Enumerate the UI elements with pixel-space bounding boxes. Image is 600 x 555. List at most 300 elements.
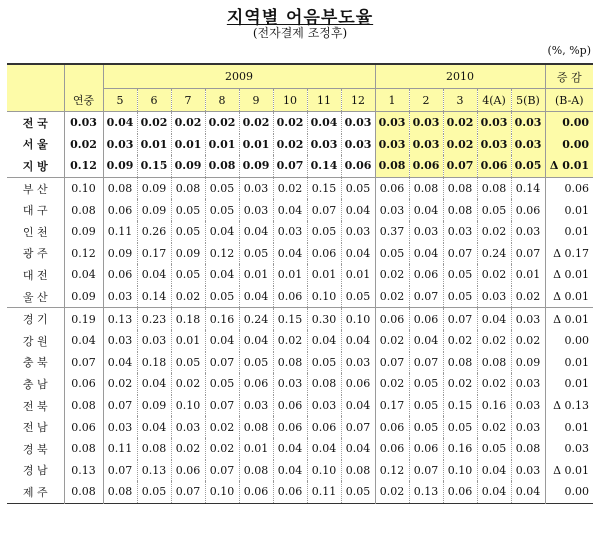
value-cell-2010: 0.02 — [477, 221, 511, 243]
change-cell: Δ 0.01 — [553, 312, 590, 326]
value-cell-2010: 0.08 — [375, 155, 409, 177]
value-cell-2009: 0.06 — [273, 395, 307, 417]
value-cell-2010: 0.05 — [477, 199, 511, 221]
value-cell-2010: 0.06 — [409, 308, 443, 330]
table-row — [7, 112, 593, 134]
value-cell-2009: 0.03 — [171, 416, 205, 438]
value-cell-2010: 0.17 — [375, 395, 409, 417]
value-cell-2010: 0.04 — [477, 481, 511, 503]
value-cell-2009: 0.01 — [171, 330, 205, 352]
table-row — [7, 438, 593, 460]
value-cell-2010: 0.05 — [477, 438, 511, 460]
region-cell: 강 원 — [7, 330, 64, 352]
value-cell-2009: 0.04 — [137, 264, 171, 286]
change-cell: 0.00 — [545, 112, 593, 134]
change-cell: Δ 0.17 — [553, 246, 590, 260]
value-cell-2009: 0.06 — [273, 286, 307, 308]
header-change-top: 증 감 — [545, 64, 593, 89]
value-cell-2009: 0.14 — [307, 155, 341, 177]
value-cell-2010: 0.02 — [375, 481, 409, 503]
value-cell-2009: 0.06 — [341, 155, 375, 177]
header-row-year — [7, 64, 593, 89]
value-cell-2010: 0.03 — [511, 395, 545, 417]
value-cell-2010: 0.37 — [375, 221, 409, 243]
value-cell-2009: 0.02 — [205, 416, 239, 438]
region-cell: 부 산 — [7, 177, 64, 199]
value-cell-2010: 0.01 — [511, 264, 545, 286]
value-cell-2010: 0.02 — [477, 373, 511, 395]
value-cell-2010: 0.06 — [443, 481, 477, 503]
annual-cell: 0.03 — [64, 112, 103, 134]
annual-cell: 0.06 — [64, 373, 103, 395]
value-cell-2010: 0.02 — [375, 373, 409, 395]
value-cell-2009: 0.03 — [103, 134, 137, 156]
value-cell-2009: 0.09 — [171, 155, 205, 177]
header-annual-top — [64, 64, 103, 89]
value-cell-2010: 0.07 — [443, 155, 477, 177]
value-cell-2009: 0.03 — [273, 373, 307, 395]
value-cell-2009: 0.02 — [205, 438, 239, 460]
value-cell-2009: 0.04 — [205, 221, 239, 243]
value-cell-2009: 0.03 — [273, 221, 307, 243]
value-cell-2009: 0.04 — [273, 243, 307, 265]
value-cell-2009: 0.06 — [273, 416, 307, 438]
value-cell-2009: 0.06 — [103, 264, 137, 286]
table-body — [7, 112, 593, 504]
value-cell-2010: 0.12 — [375, 460, 409, 482]
value-cell-2009: 0.07 — [307, 199, 341, 221]
change-cell: 0.01 — [564, 355, 590, 369]
value-cell-2010: 0.03 — [375, 134, 409, 156]
value-cell-2010: 0.03 — [477, 134, 511, 156]
value-cell-2009: 0.23 — [137, 308, 171, 330]
annual-cell: 0.09 — [64, 221, 103, 243]
value-cell-2010: 0.08 — [443, 199, 477, 221]
value-cell-2010: 0.04 — [409, 330, 443, 352]
region-cell: 경 기 — [7, 308, 64, 330]
value-cell-2009: 0.03 — [239, 199, 273, 221]
value-cell-2009: 0.05 — [171, 352, 205, 374]
value-cell-2009: 0.26 — [137, 221, 171, 243]
table-row — [7, 177, 593, 199]
value-cell-2010: 0.07 — [375, 352, 409, 374]
header-month-2009: 7 — [171, 89, 205, 112]
value-cell-2009: 0.05 — [239, 243, 273, 265]
value-cell-2009: 0.24 — [239, 308, 273, 330]
change-cell: Δ 0.13 — [553, 399, 590, 413]
value-cell-2009: 0.02 — [205, 112, 239, 134]
value-cell-2010: 0.08 — [477, 177, 511, 199]
region-cell: 전 남 — [7, 416, 64, 438]
value-cell-2010: 0.03 — [477, 286, 511, 308]
value-cell-2009: 0.05 — [307, 352, 341, 374]
value-cell-2010: 0.24 — [477, 243, 511, 265]
value-cell-2010: 0.03 — [443, 221, 477, 243]
header-month-2009: 11 — [307, 89, 341, 112]
value-cell-2009: 0.04 — [239, 330, 273, 352]
table-row — [7, 155, 593, 177]
value-cell-2009: 0.07 — [103, 460, 137, 482]
header-month-2010: 4(A) — [477, 89, 511, 112]
table-row — [7, 395, 593, 417]
header-month-2009: 12 — [341, 89, 375, 112]
annual-cell: 0.06 — [64, 416, 103, 438]
value-cell-2009: 0.13 — [137, 460, 171, 482]
value-cell-2010: 0.03 — [375, 112, 409, 134]
value-cell-2009: 0.09 — [137, 177, 171, 199]
header-year-2010: 2010 — [375, 64, 545, 89]
value-cell-2009: 0.06 — [239, 481, 273, 503]
value-cell-2009: 0.13 — [103, 308, 137, 330]
value-cell-2010: 0.04 — [409, 243, 443, 265]
value-cell-2009: 0.05 — [205, 373, 239, 395]
value-cell-2009: 0.03 — [307, 134, 341, 156]
unit-label: (%, %p) — [547, 44, 591, 57]
value-cell-2010: 0.03 — [511, 221, 545, 243]
table-row — [7, 308, 593, 330]
value-cell-2009: 0.05 — [205, 286, 239, 308]
value-cell-2009: 0.05 — [307, 221, 341, 243]
value-cell-2010: 0.02 — [443, 330, 477, 352]
value-cell-2009: 0.02 — [171, 373, 205, 395]
value-cell-2009: 0.03 — [307, 395, 341, 417]
value-cell-2009: 0.05 — [171, 221, 205, 243]
value-cell-2009: 0.05 — [239, 352, 273, 374]
value-cell-2009: 0.02 — [137, 112, 171, 134]
value-cell-2010: 0.04 — [477, 308, 511, 330]
change-cell: 0.01 — [564, 377, 590, 391]
annual-cell: 0.08 — [64, 395, 103, 417]
region-cell: 광 주 — [7, 243, 64, 265]
change-cell: 0.00 — [564, 485, 590, 499]
value-cell-2010: 0.05 — [443, 416, 477, 438]
region-cell: 인 천 — [7, 221, 64, 243]
value-cell-2009: 0.01 — [341, 264, 375, 286]
value-cell-2010: 0.02 — [443, 373, 477, 395]
header-row-month — [7, 89, 593, 112]
value-cell-2010: 0.03 — [511, 460, 545, 482]
value-cell-2010: 0.06 — [375, 438, 409, 460]
annual-cell: 0.08 — [64, 438, 103, 460]
annual-cell: 0.12 — [64, 155, 103, 177]
value-cell-2010: 0.03 — [375, 199, 409, 221]
change-cell: Δ 0.01 — [545, 286, 593, 308]
region-cell: 충 남 — [7, 373, 64, 395]
region-cell: 경 북 — [7, 438, 64, 460]
value-cell-2009: 0.04 — [103, 112, 137, 134]
value-cell-2009: 0.04 — [205, 264, 239, 286]
value-cell-2009: 0.10 — [171, 395, 205, 417]
value-cell-2009: 0.04 — [137, 373, 171, 395]
change-cell: 0.06 — [564, 182, 590, 196]
value-cell-2010: 0.06 — [375, 308, 409, 330]
value-cell-2010: 0.06 — [477, 155, 511, 177]
value-cell-2009: 0.05 — [137, 481, 171, 503]
annual-cell: 0.07 — [64, 352, 103, 374]
table-row — [7, 416, 593, 438]
region-cell: 대 전 — [7, 264, 64, 286]
table-row — [7, 243, 593, 265]
value-cell-2009: 0.07 — [205, 460, 239, 482]
value-cell-2009: 0.02 — [171, 286, 205, 308]
value-cell-2010: 0.08 — [409, 177, 443, 199]
value-cell-2009: 0.04 — [273, 438, 307, 460]
value-cell-2010: 0.13 — [409, 481, 443, 503]
value-cell-2009: 0.05 — [341, 286, 375, 308]
value-cell-2009: 0.01 — [273, 264, 307, 286]
value-cell-2009: 0.04 — [341, 330, 375, 352]
page-subtitle: (전자결제 조정후) — [252, 26, 348, 40]
value-cell-2010: 0.02 — [443, 134, 477, 156]
region-cell: 울 산 — [7, 286, 64, 308]
value-cell-2010: 0.02 — [375, 286, 409, 308]
value-cell-2010: 0.02 — [477, 330, 511, 352]
value-cell-2010: 0.03 — [409, 134, 443, 156]
value-cell-2010: 0.02 — [477, 264, 511, 286]
value-cell-2010: 0.05 — [375, 243, 409, 265]
value-cell-2010: 0.16 — [443, 438, 477, 460]
value-cell-2010: 0.05 — [409, 395, 443, 417]
value-cell-2009: 0.08 — [171, 177, 205, 199]
value-cell-2009: 0.16 — [205, 308, 239, 330]
value-cell-2009: 0.06 — [273, 481, 307, 503]
annual-cell: 0.09 — [64, 286, 103, 308]
table-row — [7, 221, 593, 243]
value-cell-2009: 0.04 — [137, 416, 171, 438]
value-cell-2009: 0.08 — [239, 416, 273, 438]
value-cell-2010: 0.15 — [443, 395, 477, 417]
value-cell-2009: 0.02 — [273, 330, 307, 352]
value-cell-2009: 0.08 — [103, 177, 137, 199]
value-cell-2009: 0.03 — [341, 112, 375, 134]
value-cell-2009: 0.01 — [205, 134, 239, 156]
value-cell-2010: 0.06 — [409, 155, 443, 177]
value-cell-2009: 0.06 — [307, 416, 341, 438]
change-cell: 0.01 — [564, 203, 590, 217]
region-cell: 경 남 — [7, 460, 64, 482]
value-cell-2009: 0.08 — [239, 460, 273, 482]
value-cell-2009: 0.06 — [307, 243, 341, 265]
value-cell-2009: 0.06 — [171, 460, 205, 482]
value-cell-2010: 0.08 — [443, 352, 477, 374]
value-cell-2009: 0.05 — [341, 177, 375, 199]
value-cell-2009: 0.05 — [171, 199, 205, 221]
table-row — [7, 286, 593, 308]
header-month-2009: 5 — [103, 89, 137, 112]
value-cell-2010: 0.02 — [375, 330, 409, 352]
change-cell: 0.00 — [564, 334, 590, 348]
value-cell-2010: 0.10 — [443, 460, 477, 482]
value-cell-2010: 0.03 — [511, 134, 545, 156]
value-cell-2009: 0.03 — [341, 352, 375, 374]
value-cell-2010: 0.03 — [477, 112, 511, 134]
value-cell-2010: 0.09 — [511, 352, 545, 374]
value-cell-2009: 0.04 — [239, 221, 273, 243]
value-cell-2009: 0.10 — [307, 460, 341, 482]
value-cell-2009: 0.12 — [205, 243, 239, 265]
annual-cell: 0.12 — [64, 243, 103, 265]
value-cell-2009: 0.02 — [273, 112, 307, 134]
value-cell-2010: 0.07 — [443, 308, 477, 330]
value-cell-2009: 0.01 — [239, 438, 273, 460]
header-year-2009: 2009 — [103, 64, 375, 89]
value-cell-2009: 0.04 — [273, 199, 307, 221]
table-row — [7, 460, 593, 482]
region-cell: 지 방 — [7, 155, 64, 177]
header-region — [7, 64, 64, 112]
value-cell-2010: 0.05 — [443, 264, 477, 286]
value-cell-2009: 0.10 — [307, 286, 341, 308]
table-row — [7, 481, 593, 503]
value-cell-2009: 0.09 — [171, 243, 205, 265]
value-cell-2010: 0.07 — [443, 243, 477, 265]
value-cell-2009: 0.30 — [307, 308, 341, 330]
value-cell-2009: 0.15 — [273, 308, 307, 330]
annual-cell: 0.10 — [64, 177, 103, 199]
value-cell-2009: 0.01 — [239, 134, 273, 156]
header-change-bottom: (B-A) — [545, 89, 593, 112]
change-cell: Δ 0.01 — [545, 155, 593, 177]
value-cell-2010: 0.08 — [511, 438, 545, 460]
value-cell-2009: 0.08 — [205, 155, 239, 177]
value-cell-2010: 0.05 — [409, 373, 443, 395]
region-cell: 전 국 — [7, 112, 64, 134]
value-cell-2009: 0.01 — [137, 134, 171, 156]
value-cell-2009: 0.02 — [103, 373, 137, 395]
value-cell-2009: 0.05 — [205, 177, 239, 199]
value-cell-2009: 0.08 — [137, 438, 171, 460]
value-cell-2009: 0.03 — [239, 395, 273, 417]
value-cell-2010: 0.02 — [443, 112, 477, 134]
annual-cell: 0.04 — [64, 264, 103, 286]
value-cell-2010: 0.06 — [375, 177, 409, 199]
value-cell-2009: 0.04 — [239, 286, 273, 308]
table-row — [7, 352, 593, 374]
change-cell: Δ 0.01 — [553, 268, 590, 282]
value-cell-2009: 0.03 — [103, 416, 137, 438]
value-cell-2010: 0.05 — [409, 416, 443, 438]
value-cell-2010: 0.04 — [409, 199, 443, 221]
value-cell-2009: 0.04 — [341, 438, 375, 460]
value-cell-2009: 0.09 — [239, 155, 273, 177]
value-cell-2009: 0.09 — [103, 155, 137, 177]
header-month-2009: 6 — [137, 89, 171, 112]
value-cell-2009: 0.04 — [341, 395, 375, 417]
region-cell: 충 북 — [7, 352, 64, 374]
value-cell-2009: 0.05 — [205, 199, 239, 221]
header-month-2010: 1 — [375, 89, 409, 112]
page-title: 지역별 어음부도율 — [226, 8, 374, 28]
value-cell-2009: 0.01 — [307, 264, 341, 286]
value-cell-2009: 0.02 — [273, 177, 307, 199]
value-cell-2010: 0.05 — [511, 155, 545, 177]
value-cell-2009: 0.10 — [205, 481, 239, 503]
value-cell-2009: 0.18 — [171, 308, 205, 330]
value-cell-2010: 0.03 — [409, 221, 443, 243]
annual-cell: 0.19 — [64, 308, 103, 330]
value-cell-2009: 0.03 — [103, 330, 137, 352]
value-cell-2010: 0.07 — [511, 243, 545, 265]
dishonor-rate-table — [7, 63, 593, 504]
header-month-2009: 10 — [273, 89, 307, 112]
value-cell-2009: 0.02 — [239, 112, 273, 134]
value-cell-2009: 0.02 — [273, 134, 307, 156]
value-cell-2010: 0.08 — [443, 177, 477, 199]
value-cell-2009: 0.07 — [273, 155, 307, 177]
value-cell-2009: 0.07 — [103, 395, 137, 417]
value-cell-2010: 0.05 — [443, 286, 477, 308]
value-cell-2009: 0.07 — [205, 395, 239, 417]
change-cell: 0.03 — [564, 442, 590, 456]
value-cell-2009: 0.15 — [307, 177, 341, 199]
region-cell: 전 북 — [7, 395, 64, 417]
table-row — [7, 264, 593, 286]
value-cell-2009: 0.08 — [307, 373, 341, 395]
value-cell-2009: 0.04 — [307, 438, 341, 460]
value-cell-2009: 0.04 — [307, 330, 341, 352]
value-cell-2010: 0.02 — [375, 264, 409, 286]
value-cell-2010: 0.02 — [511, 286, 545, 308]
value-cell-2009: 0.09 — [137, 395, 171, 417]
header-month-2009: 9 — [239, 89, 273, 112]
change-cell: Δ 0.01 — [553, 463, 590, 477]
table-row — [7, 199, 593, 221]
region-cell: 대 구 — [7, 199, 64, 221]
value-cell-2009: 0.07 — [171, 481, 205, 503]
region-cell: 제 주 — [7, 481, 64, 503]
value-cell-2009: 0.07 — [205, 352, 239, 374]
value-cell-2009: 0.17 — [137, 243, 171, 265]
value-cell-2009: 0.15 — [137, 155, 171, 177]
value-cell-2009: 0.04 — [341, 199, 375, 221]
change-cell: 0.01 — [564, 225, 590, 239]
value-cell-2009: 0.03 — [341, 221, 375, 243]
header-month-2010: 5(B) — [511, 89, 545, 112]
value-cell-2009: 0.08 — [103, 481, 137, 503]
value-cell-2009: 0.06 — [239, 373, 273, 395]
value-cell-2010: 0.07 — [409, 352, 443, 374]
value-cell-2009: 0.04 — [103, 352, 137, 374]
value-cell-2009: 0.03 — [341, 134, 375, 156]
value-cell-2009: 0.07 — [341, 416, 375, 438]
value-cell-2009: 0.06 — [341, 373, 375, 395]
header-month-2010: 2 — [409, 89, 443, 112]
value-cell-2009: 0.08 — [341, 460, 375, 482]
value-cell-2009: 0.01 — [239, 264, 273, 286]
value-cell-2010: 0.14 — [511, 177, 545, 199]
value-cell-2010: 0.06 — [409, 438, 443, 460]
value-cell-2009: 0.02 — [171, 112, 205, 134]
annual-cell: 0.13 — [64, 460, 103, 482]
annual-cell: 0.04 — [64, 330, 103, 352]
value-cell-2010: 0.02 — [511, 330, 545, 352]
header-month-2010: 3 — [443, 89, 477, 112]
table-row — [7, 373, 593, 395]
value-cell-2009: 0.03 — [239, 177, 273, 199]
change-cell: 0.01 — [564, 420, 590, 434]
value-cell-2009: 0.10 — [341, 308, 375, 330]
value-cell-2009: 0.09 — [103, 243, 137, 265]
value-cell-2010: 0.06 — [375, 416, 409, 438]
value-cell-2009: 0.04 — [273, 460, 307, 482]
value-cell-2010: 0.04 — [477, 460, 511, 482]
value-cell-2009: 0.04 — [205, 330, 239, 352]
annual-cell: 0.08 — [64, 481, 103, 503]
value-cell-2009: 0.09 — [137, 199, 171, 221]
value-cell-2010: 0.07 — [409, 286, 443, 308]
header-month-2009: 8 — [205, 89, 239, 112]
annual-cell: 0.08 — [64, 199, 103, 221]
